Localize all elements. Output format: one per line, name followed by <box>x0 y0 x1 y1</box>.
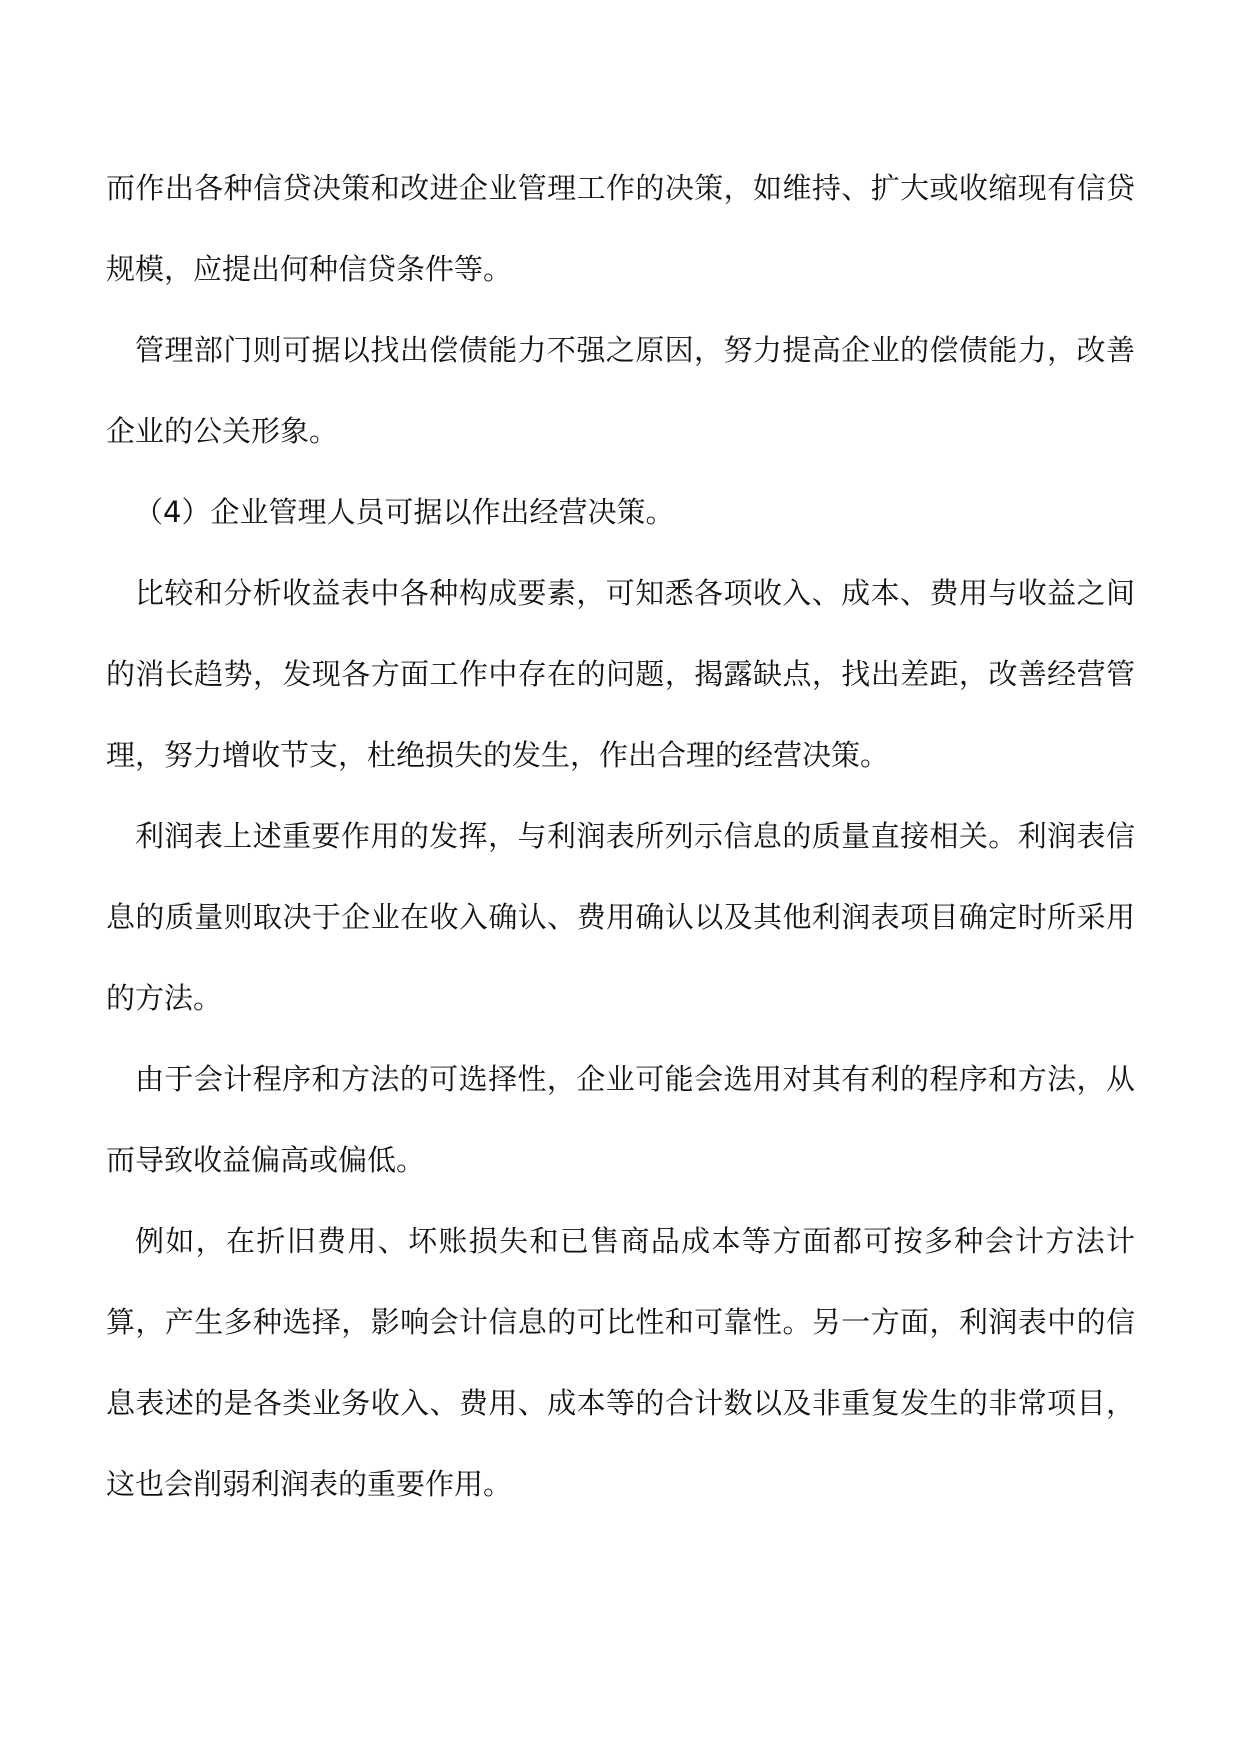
paragraph-credit-decisions: 而作出各种信贷决策和改进企业管理工作的决策，如维持、扩大或收缩现有信贷规模，应提出何种信贷条件等。 <box>106 171 1135 286</box>
paragraph-heading-4: （4）企业管理人员可据以作出经营决策。 <box>134 495 675 529</box>
paragraph-examples: 例如，在折旧费用、坏账损失和已售商品成本等方面都可按多种会计方法计算，产生多种选择，影响会计信息的可比性和可靠性。另一方面，利润表中的信息表述的是各类业务收入、费用、成本等的合计数以及非重复发生的非常项目，这也会削弱利润表的重要作用。 <box>106 1224 1135 1501</box>
paragraph-management-solvency: 管理部门则可据以找出偿债能力不强之原因，努力提高企业的偿债能力，改善企业的公关形象。 <box>106 333 1135 448</box>
paragraph-info-quality: 利润表上述重要作用的发挥，与利润表所列示信息的质量直接相关。利润表信息的质量则取决于企业在收入确认、费用确认以及其他利润表项目确定时所采用的方法。 <box>106 819 1135 1015</box>
paragraph-income-analysis: 比较和分析收益表中各种构成要素，可知悉各项收入、成本、费用与收益之间的消长趋势，发现各方面工作中存在的问题，揭露缺点，找出差距，改善经营管理，努力增收节支，杜绝损失的发生，作出合理的经营决策。 <box>106 576 1135 772</box>
paragraph-method-choice: 由于会计程序和方法的可选择性，企业可能会选用对其有利的程序和方法，从而导致收益偏高或偏低。 <box>106 1062 1135 1177</box>
